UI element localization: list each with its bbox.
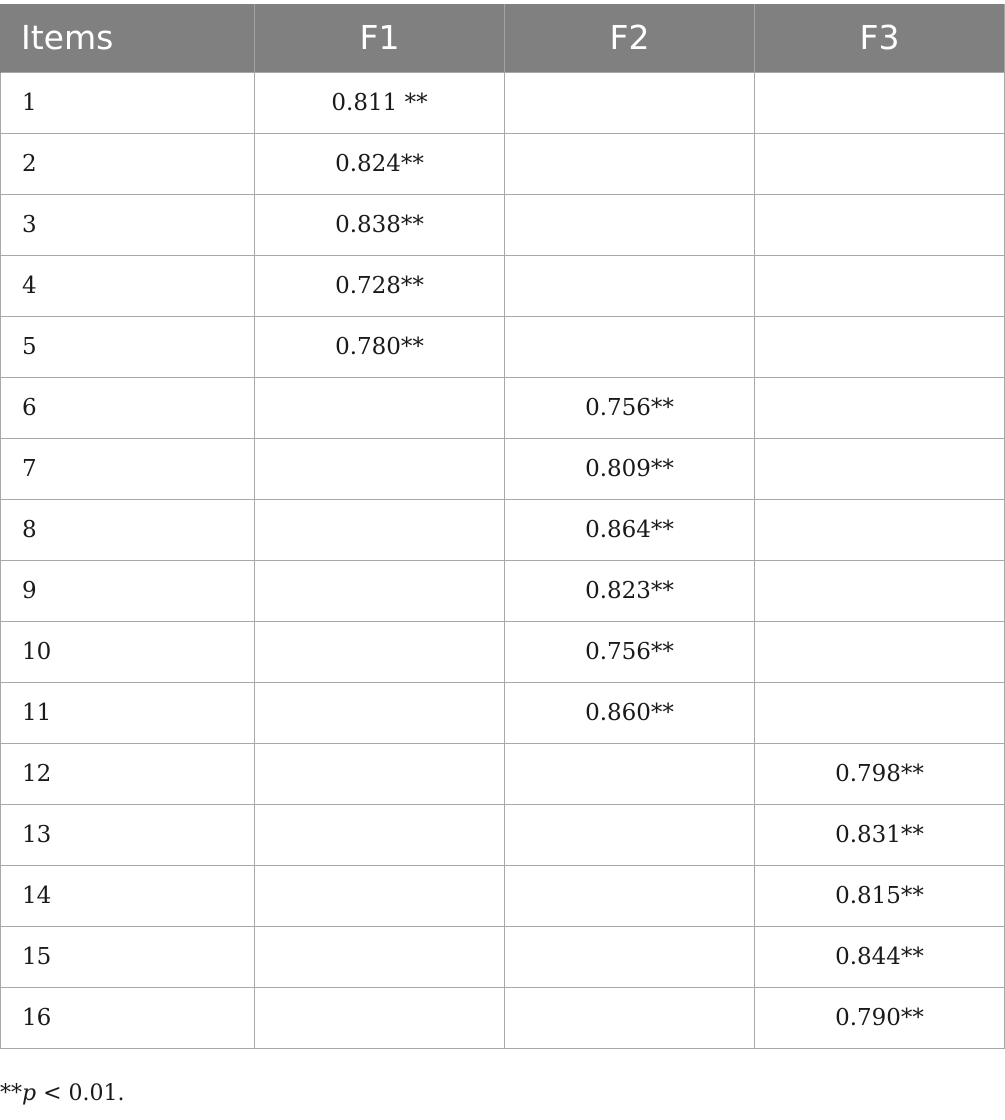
cell-f3: 0.798** — [755, 743, 1005, 804]
cell-f2 — [505, 133, 755, 194]
cell-f3: 0.831** — [755, 804, 1005, 865]
cell-f3 — [755, 72, 1005, 133]
table-row — [1, 499, 1005, 560]
table-row — [1, 743, 1005, 804]
footnote — [0, 1081, 125, 1106]
cell-f2 — [505, 987, 755, 1048]
cell-item: 11 — [1, 682, 255, 743]
cell-f1 — [255, 865, 505, 926]
cell-f3 — [755, 682, 1005, 743]
cell-f1 — [255, 682, 505, 743]
cell-item: 8 — [1, 499, 255, 560]
footnote-p: p — [22, 1081, 37, 1106]
footnote-stars: ** — [0, 1081, 22, 1106]
cell-item: 14 — [1, 865, 255, 926]
cell-item: 15 — [1, 926, 255, 987]
header-items: Items — [1, 4, 255, 72]
cell-item: 6 — [1, 377, 255, 438]
cell-f1 — [255, 987, 505, 1048]
table-row — [1, 865, 1005, 926]
cell-f3 — [755, 499, 1005, 560]
footnote-threshold: < 0.01. — [36, 1081, 125, 1106]
cell-item: 10 — [1, 621, 255, 682]
cell-f3 — [755, 316, 1005, 377]
cell-f2: 0.809** — [505, 438, 755, 499]
cell-f3 — [755, 377, 1005, 438]
cell-f1 — [255, 499, 505, 560]
table-row — [1, 560, 1005, 621]
table-body — [1, 72, 1005, 1048]
cell-f3: 0.815** — [755, 865, 1005, 926]
cell-f3 — [755, 438, 1005, 499]
cell-f1: 0.824** — [255, 133, 505, 194]
cell-f1 — [255, 804, 505, 865]
cell-f1: 0.728** — [255, 255, 505, 316]
cell-f3 — [755, 255, 1005, 316]
cell-f2: 0.864** — [505, 499, 755, 560]
cell-f2 — [505, 72, 755, 133]
cell-f2 — [505, 804, 755, 865]
cell-f1: 0.811 ** — [255, 72, 505, 133]
cell-item: 9 — [1, 560, 255, 621]
table-row — [1, 804, 1005, 865]
header-f2: F2 — [505, 4, 755, 72]
cell-f1 — [255, 621, 505, 682]
cell-f3 — [755, 621, 1005, 682]
cell-item: 1 — [1, 72, 255, 133]
cell-f2 — [505, 255, 755, 316]
header-f3: F3 — [755, 4, 1005, 72]
cell-f1 — [255, 560, 505, 621]
cell-f2 — [505, 194, 755, 255]
table-row — [1, 438, 1005, 499]
cell-item: 16 — [1, 987, 255, 1048]
cell-f3 — [755, 194, 1005, 255]
cell-f2 — [505, 926, 755, 987]
cell-f1 — [255, 926, 505, 987]
table-row — [1, 316, 1005, 377]
table-row — [1, 377, 1005, 438]
cell-item: 3 — [1, 194, 255, 255]
cell-f1 — [255, 743, 505, 804]
cell-f1: 0.838** — [255, 194, 505, 255]
cell-item: 13 — [1, 804, 255, 865]
cell-f2: 0.756** — [505, 377, 755, 438]
cell-f2: 0.756** — [505, 621, 755, 682]
cell-item: 12 — [1, 743, 255, 804]
cell-f3: 0.790** — [755, 987, 1005, 1048]
cell-item: 7 — [1, 438, 255, 499]
header-row — [1, 4, 1005, 72]
cell-item: 2 — [1, 133, 255, 194]
cell-f1: 0.780** — [255, 316, 505, 377]
table-row — [1, 987, 1005, 1048]
cell-item: 4 — [1, 255, 255, 316]
table-row — [1, 194, 1005, 255]
cell-f3 — [755, 560, 1005, 621]
header-f1: F1 — [255, 4, 505, 72]
table-row — [1, 255, 1005, 316]
cell-f2: 0.823** — [505, 560, 755, 621]
cell-f1 — [255, 438, 505, 499]
table-row — [1, 133, 1005, 194]
cell-f2: 0.860** — [505, 682, 755, 743]
cell-f3: 0.844** — [755, 926, 1005, 987]
table-row — [1, 72, 1005, 133]
table-row — [1, 682, 1005, 743]
cell-f3 — [755, 133, 1005, 194]
cell-f2 — [505, 865, 755, 926]
factor-loadings-table — [0, 4, 1005, 1049]
table-row — [1, 621, 1005, 682]
table-row — [1, 926, 1005, 987]
cell-f1 — [255, 377, 505, 438]
table-header — [1, 4, 1005, 72]
cell-f2 — [505, 316, 755, 377]
cell-f2 — [505, 743, 755, 804]
cell-item: 5 — [1, 316, 255, 377]
